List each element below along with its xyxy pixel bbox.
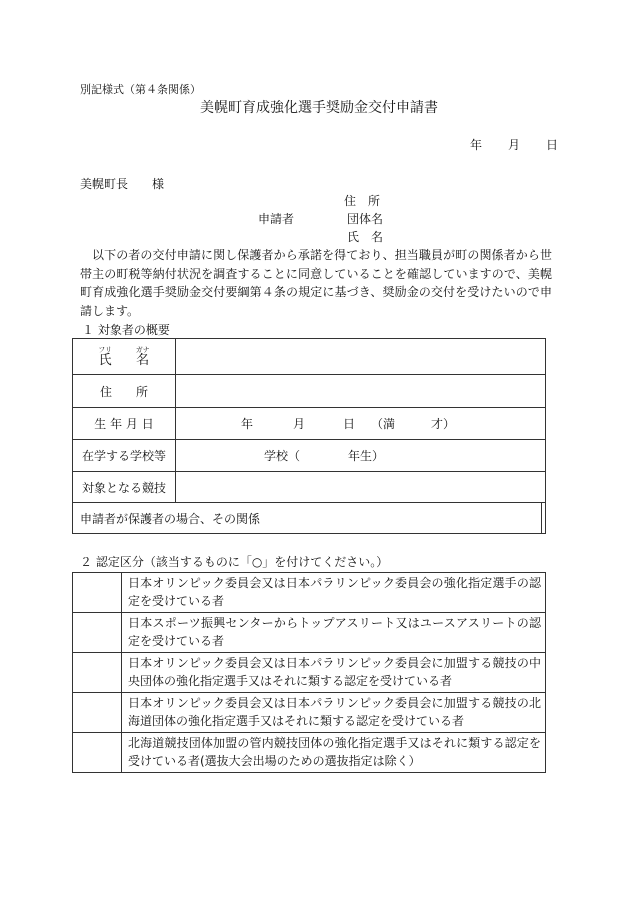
birth-age: （満 才） bbox=[371, 417, 456, 431]
table-row bbox=[73, 408, 546, 440]
relation-input[interactable] bbox=[542, 503, 546, 534]
table-row bbox=[73, 339, 546, 375]
table-row bbox=[73, 503, 546, 534]
category-text: 日本スポーツ振興センターからトップアスリート又はユースアスリートの認定を受けている者 bbox=[122, 613, 546, 653]
applicant-org-label: 団体名 bbox=[347, 212, 384, 226]
date-day: 日 bbox=[546, 138, 559, 152]
category-mark-cell[interactable] bbox=[73, 573, 122, 613]
applicant-name-label: 氏 名 bbox=[347, 230, 384, 244]
name-label-1: フリ 氏 bbox=[98, 345, 113, 368]
table-row bbox=[73, 375, 546, 408]
school-label: 在学する学校等 bbox=[73, 440, 176, 472]
table-row bbox=[73, 440, 546, 472]
sport-label: 対象となる競技 bbox=[73, 472, 176, 503]
furigana-name-label bbox=[73, 339, 176, 375]
date-month: 月 bbox=[508, 138, 521, 152]
birth-month: 月 bbox=[293, 417, 306, 431]
date-line bbox=[470, 136, 558, 153]
document-title: 美幌町育成強化選手奨励金交付申請書 bbox=[200, 100, 438, 116]
relation-label: 申請者が保護者の場合、その関係 bbox=[73, 503, 542, 534]
table-row bbox=[73, 613, 546, 653]
school-input[interactable] bbox=[176, 440, 546, 472]
category-mark-cell[interactable] bbox=[73, 613, 122, 653]
category-text: 日本オリンピック委員会又は日本パラリンピック委員会に加盟する競技の北海道団体の強化指定選手又はそれに類する認定を受けている者 bbox=[122, 693, 546, 733]
category-text: 日本オリンピック委員会又は日本パラリンピック委員会の強化指定選手の認定を受けている者 bbox=[122, 573, 546, 613]
school-text: 学校（ 年生） bbox=[264, 449, 385, 463]
applicant-details-table bbox=[72, 338, 546, 534]
category-mark-cell[interactable] bbox=[73, 653, 122, 693]
birth-day: 日 bbox=[343, 417, 356, 431]
applicant-address-label: 住 所 bbox=[344, 194, 381, 208]
section2-heading: ２ 認定区分（該当するものに「○」を付けてください。） bbox=[80, 555, 389, 569]
table-row bbox=[73, 733, 546, 773]
table-row bbox=[73, 472, 546, 503]
category-text: 日本オリンピック委員会又は日本パラリンピック委員会に加盟する競技の中央団体の強化指定選手又はそれに類する認定を受けている者 bbox=[122, 653, 546, 693]
birthdate-input[interactable] bbox=[176, 408, 546, 440]
addressee: 美幌町長 様 bbox=[80, 177, 165, 191]
certification-category-table bbox=[72, 572, 546, 773]
consent-statement: 以下の者の交付申請に関し保護者から承諾を得ており、担当職員が町の関係者から世帯主の町税等納付状況を調査することに同意していることを確認していますので、美幌町育成強化選手奨励金交付要綱第４条の規定に基づき、奨励金の交付を受けたいので申請します。 bbox=[80, 248, 552, 318]
birthdate-label: 生 年 月 日 bbox=[73, 408, 176, 440]
table-row bbox=[73, 653, 546, 693]
sport-input[interactable] bbox=[176, 472, 546, 503]
birth-year: 年 bbox=[241, 417, 254, 431]
form-label: 別記様式（第４条関係） bbox=[80, 83, 201, 96]
table-row bbox=[73, 693, 546, 733]
address-label: 住 所 bbox=[73, 375, 176, 408]
applicant-label: 申請者 bbox=[258, 212, 295, 226]
category-mark-cell[interactable] bbox=[73, 693, 122, 733]
date-year: 年 bbox=[470, 138, 483, 152]
category-text: 北海道競技団体加盟の管内競技団体の強化指定選手又はそれに類する認定を受けている者(選抜大会出場のための選抜指定は除く） bbox=[122, 733, 546, 773]
category-mark-cell[interactable] bbox=[73, 733, 122, 773]
address-input[interactable] bbox=[176, 375, 546, 408]
name-input[interactable] bbox=[176, 339, 546, 375]
table-row bbox=[73, 573, 546, 613]
section1-heading: １ 対象者の概要 bbox=[82, 323, 170, 337]
name-label-2: ガナ 名 bbox=[135, 345, 150, 368]
